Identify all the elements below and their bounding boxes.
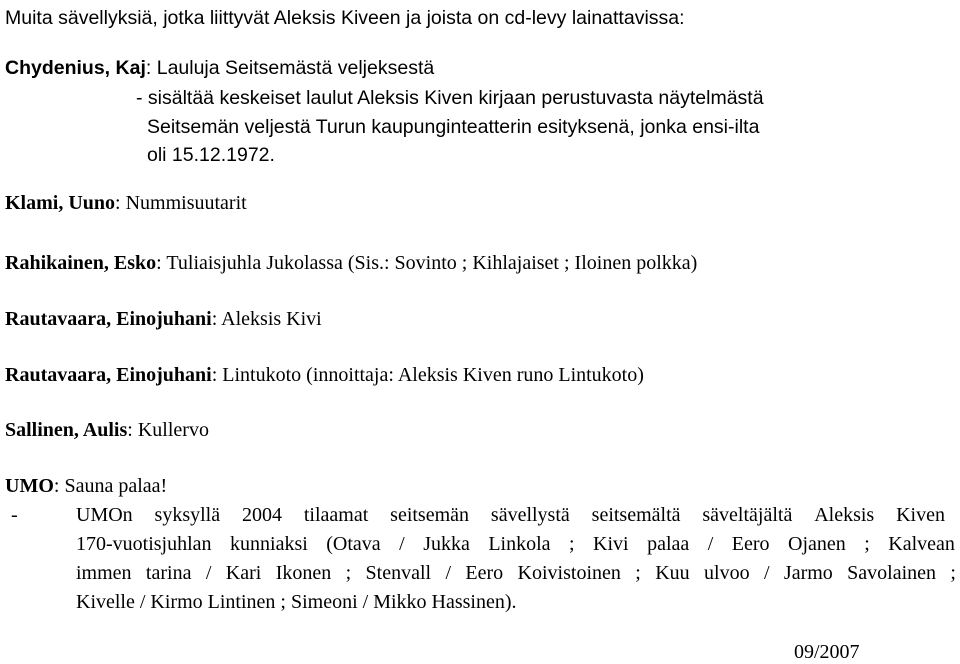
word: Kalvean <box>888 533 955 555</box>
document-date: 09/2007 <box>794 641 860 663</box>
word: ; <box>864 533 870 555</box>
umo-description-line-1 <box>76 503 945 527</box>
entry-umo: UMO: Sauna palaa! <box>5 475 168 497</box>
word: Koivistoinen <box>517 562 621 584</box>
work-title: Lintukoto (innoittaja: Aleksis Kiven runo Lintukoto) <box>222 364 644 386</box>
word: ulvoo <box>704 562 750 584</box>
word: palaa <box>647 533 690 555</box>
word: seitsemältä <box>591 504 681 526</box>
work-title: Sauna palaa! <box>64 475 168 497</box>
word: 170-vuotisjuhlan <box>76 533 212 555</box>
word: Linkola <box>488 533 551 555</box>
umo-description-line-4: Kivelle / Kirmo Lintinen ; Simeoni / Mikko Hassinen). <box>76 591 517 613</box>
word: / <box>399 533 405 555</box>
word: Eero <box>465 562 504 584</box>
entry-note-line: Seitsemän veljestä Turun kaupunginteatterin esityksenä, jonka ensi-ilta <box>147 116 760 138</box>
composer-name: Chydenius, Kaj <box>5 57 146 79</box>
word: ; <box>345 562 352 584</box>
word: Eero <box>731 533 770 555</box>
word: immen <box>76 562 132 584</box>
composer-name: Sallinen, Aulis <box>5 419 128 441</box>
entry-rautavaara-lintukoto: Rautavaara, Einojuhani: Lintukoto (innoittaja: Aleksis Kiven runo Lintukoto) <box>5 364 644 386</box>
composer-name: Klami, Uuno <box>5 192 116 214</box>
word: / <box>707 533 714 555</box>
word: / <box>445 562 452 584</box>
word: UMOn <box>76 504 133 526</box>
word: Jarmo <box>783 562 833 584</box>
page-heading: Muita sävellyksiä, jotka liittyvät Aleksis Kiveen ja joista on cd-levy lainattavissa: <box>5 7 685 29</box>
word: Ikonen <box>275 562 332 584</box>
word: (Otava <box>326 533 381 555</box>
word: Aleksis <box>814 504 875 526</box>
work-title: Tuliaisjuhla Jukolassa (Sis.: Sovinto ; Kihlajaiset ; Iloinen polkka) <box>166 252 698 274</box>
entry-chydenius: Chydenius, Kaj: Lauluja Seitsemästä veljeksestä <box>5 57 435 79</box>
composer-name: UMO <box>5 475 54 497</box>
entry-sallinen: Sallinen, Aulis: Kullervo <box>5 419 209 441</box>
work-title: Nummisuutarit <box>125 192 247 214</box>
word: / <box>205 562 212 584</box>
composer-name: Rahikainen, Esko <box>5 252 157 274</box>
entry-note-line: oli 15.12.1972. <box>147 144 275 166</box>
entry-rautavaara-aleksis-kivi: Rautavaara, Einojuhani: Aleksis Kivi <box>5 308 322 330</box>
word: sävellystä <box>490 504 570 526</box>
word: seitsemän <box>390 504 470 526</box>
word: Kivi <box>593 533 629 555</box>
word: tarina <box>145 562 192 584</box>
word: ; <box>950 562 956 584</box>
umo-description-line-3 <box>76 561 956 585</box>
word: Kari <box>225 562 262 584</box>
word: 2004 <box>241 504 282 526</box>
word: Kuu <box>655 562 690 584</box>
word: kunniaksi <box>230 533 308 555</box>
word: Ojanen <box>788 533 846 555</box>
umo-description-line-2 <box>76 532 955 556</box>
composer-name: Rautavaara, Einojuhani <box>5 308 212 330</box>
entry-note-line: - sisältää keskeiset laulut Aleksis Kiven kirjaan perustuvasta näytelmästä <box>136 87 764 109</box>
word: tilaamat <box>303 504 369 526</box>
word: ; <box>569 533 575 555</box>
entry-rahikainen: Rahikainen, Esko: Tuliaisjuhla Jukolassa (Sis.: Sovinto ; Kihlajaiset ; Iloinen polkka) <box>5 252 698 274</box>
word: Savolainen <box>847 562 937 584</box>
work-title: Kullervo <box>137 419 209 441</box>
word: säveltäjältä <box>702 504 793 526</box>
composer-name: Rautavaara, Einojuhani <box>5 364 212 386</box>
word: Jukka <box>423 533 470 555</box>
word: Stenvall <box>365 562 432 584</box>
work-title: Lauluja Seitsemästä veljeksestä <box>156 57 435 79</box>
word: ; <box>635 562 641 584</box>
list-dash: - <box>11 504 18 526</box>
work-title: Aleksis Kivi <box>221 308 322 330</box>
word: / <box>763 562 770 584</box>
word: Kiven <box>896 504 945 526</box>
entry-klami: Klami, Uuno: Nummisuutarit <box>5 192 247 214</box>
word: syksyllä <box>154 504 221 526</box>
